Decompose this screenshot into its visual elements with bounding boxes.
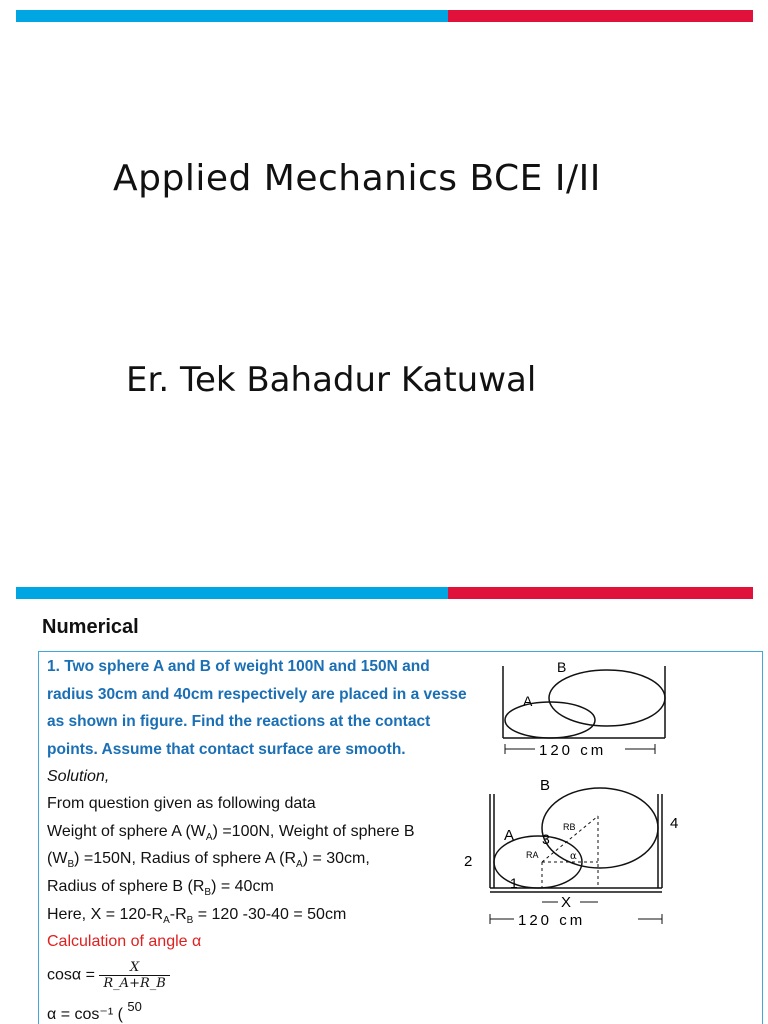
x-calculation: Here, $X = 120-R_A-R_B = 120$ -30-40 = 50cm [47,906,347,927]
fig2-dimension: 120 cm [518,912,586,926]
fig2-point-1: 1 [510,875,518,891]
accent-bar-blue [16,10,448,22]
accent-bar [16,10,753,22]
accent-bar-blue [16,587,448,599]
fig1-dimension: 120 cm [539,742,607,758]
fig2-label-ra: RA [526,850,539,860]
fig2-label-alpha: α [570,851,577,862]
section-heading: Numerical [42,616,139,638]
fig1-label-a: A [523,693,533,709]
given-weights-line: Weight of sphere A $(W_A) =100N$, Weight of sphere B [47,823,415,844]
cos-fraction [99,960,169,991]
accent-bar-red [448,10,753,22]
fig2-point-3: 3 [542,831,550,847]
accent-bar-red [448,587,753,599]
figure-spheres-1 [495,658,695,758]
figure-spheres-2 [460,776,700,926]
alpha-equation: α = cos⁻¹ ( $^{50}$ [47,999,142,1023]
given-radius-a-line: $(W_B) =150N$, Radius of sphere A $(R_A) = 30cm$, [47,850,370,871]
fig2-point-4: 4 [670,815,679,832]
solution-label: Solution, [47,768,110,785]
numerical-slide [0,586,768,1024]
cos-numerator: X [99,960,169,976]
question-line-4: points. Assume that contact surface are smooth. [47,741,406,758]
fig2-label-x: X [561,894,572,911]
accent-bar [16,587,753,599]
calc-angle-heading: Calculation of angle α [47,933,202,950]
cos-equation: cosα = $\frac{X}{R\_A+R\_B}$ [47,960,170,991]
cos-denominator: R_A+R_B [103,976,166,991]
given-intro: From question given as following data [47,795,316,812]
author-name: Er. Tek Bahadur Katuwal [126,360,537,400]
fig2-label-rb: RB [563,822,576,832]
slide-title: Applied Mechanics BCE I/II [113,158,601,199]
fig1-label-b: B [557,659,567,675]
fig2-point-2: 2 [464,853,473,870]
given-radius-b-line: Radius of sphere B $(R_B) = 40cm$ [47,878,274,899]
question-line-1: 1. Two sphere A and B of weight 100N and 150N and [47,658,430,675]
question-line-2: radius 30cm and 40cm respectively are placed in a vesse [47,686,467,703]
fig2-label-a: A [504,827,515,844]
question-line-3: as shown in figure. Find the reactions at the contact [47,713,431,730]
fig2-label-b: B [540,777,551,794]
